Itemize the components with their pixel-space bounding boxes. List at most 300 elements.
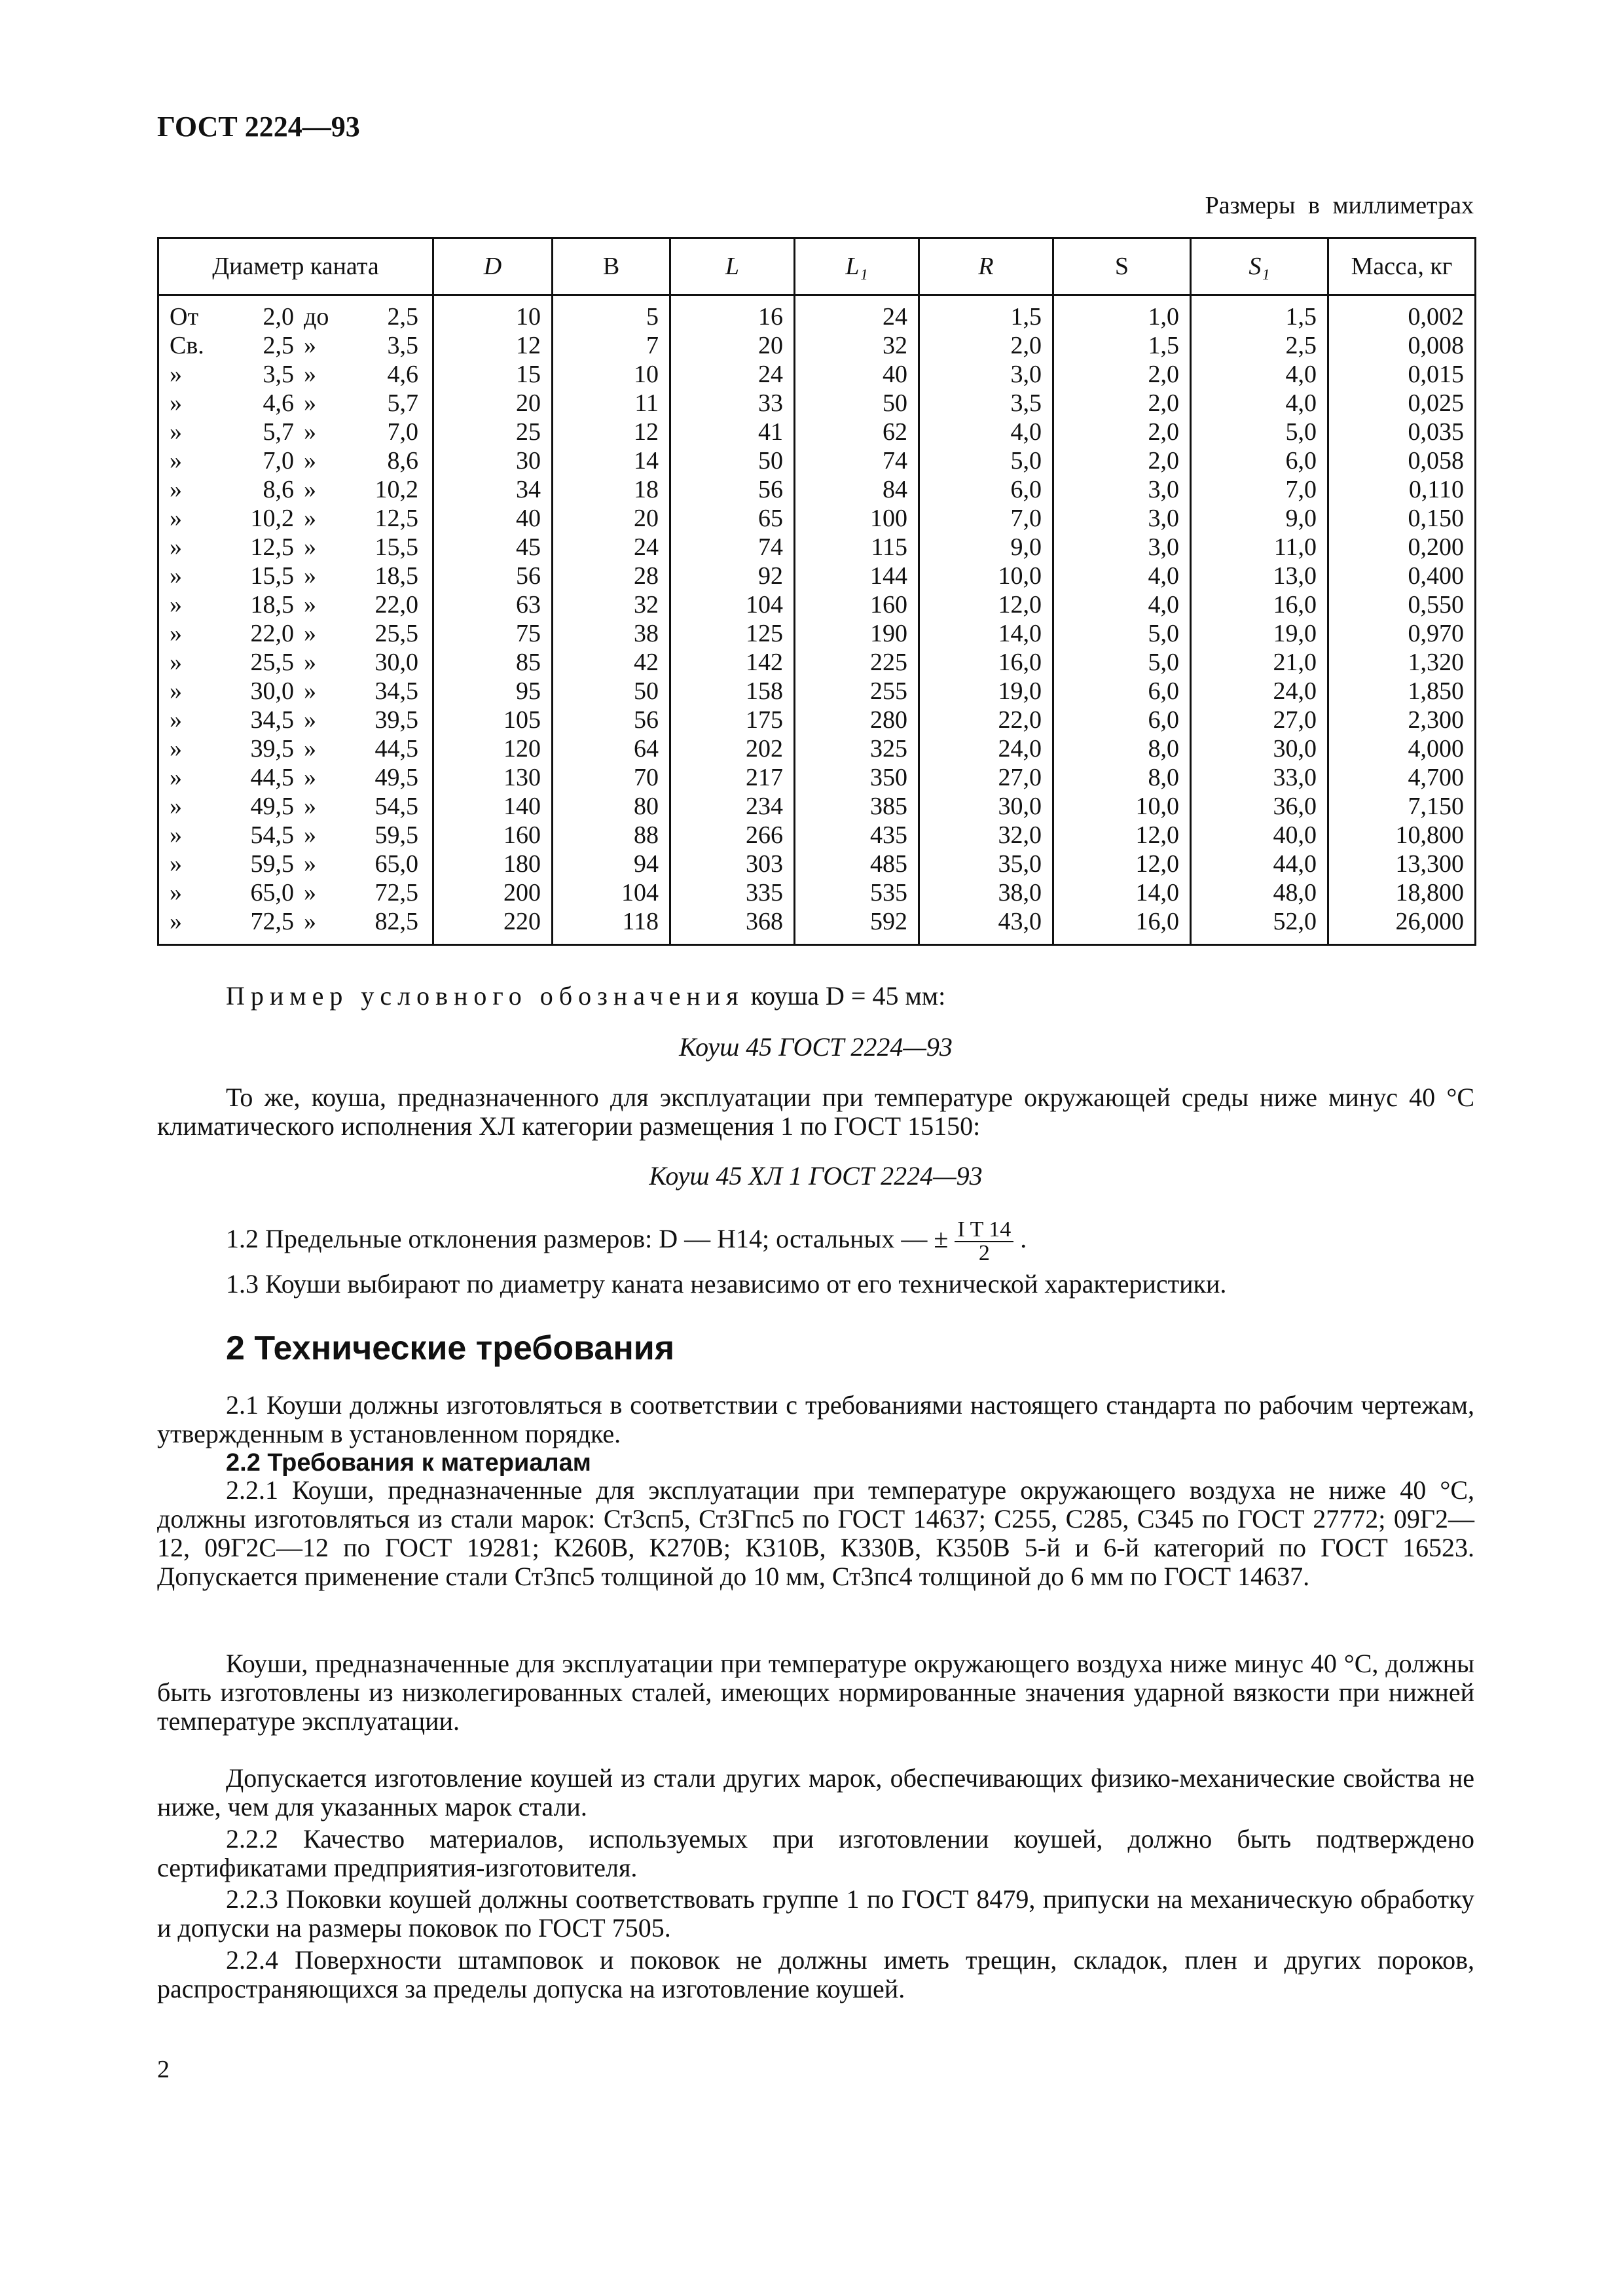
table-cell: 5,0 [1148, 620, 1179, 647]
table-cell: 6,0 [1010, 476, 1042, 503]
diameter-part: » [304, 591, 316, 619]
table-cell: 44,0 [1273, 850, 1317, 878]
example-intro [226, 982, 945, 1011]
table-cell: 4,0 [1285, 361, 1317, 388]
table-cell: 0,025 [1408, 389, 1464, 417]
diameter-range-cell [170, 562, 422, 590]
col-header-S1: S₁ [1191, 238, 1328, 295]
table-cell: 12 [516, 332, 541, 359]
diameter-part: » [304, 764, 316, 791]
diameter-part: 5,7 [387, 389, 418, 417]
table-cell: 24 [883, 303, 907, 331]
diameter-range-cell [170, 792, 422, 821]
table-cell: 266 [746, 821, 783, 849]
diameter-part: » [304, 533, 316, 561]
table-cell: 74 [883, 447, 907, 475]
table-cell: 24,0 [998, 735, 1042, 762]
diameter-part: 4,6 [263, 389, 294, 417]
col-header-L1: L₁ [795, 238, 919, 295]
table-cell: 12,0 [1135, 821, 1179, 849]
mass-column [1328, 295, 1476, 945]
table-cell: 1,5 [1010, 303, 1042, 331]
dimensions-table [157, 237, 1476, 946]
diameter-part: 72,5 [374, 879, 418, 906]
table-cell: 63 [516, 591, 541, 619]
diameter-range-cell [170, 821, 422, 850]
col-header-mass: Масса, кг [1328, 238, 1476, 295]
diameter-part: » [304, 476, 316, 503]
diameter-part: » [170, 735, 182, 762]
table-cell: 9,0 [1285, 505, 1317, 532]
table-cell: 0,110 [1408, 476, 1464, 503]
diameter-part: 72,5 [250, 908, 294, 935]
table-cell: 105 [503, 706, 541, 734]
table-cell: 1,850 [1408, 677, 1464, 705]
diameter-part: » [170, 879, 182, 906]
diameter-range-cell [170, 677, 422, 706]
diameter-range-cell [170, 734, 422, 763]
diameter-part: » [304, 389, 316, 417]
diameter-part: 12,5 [250, 533, 294, 561]
table-cell: 350 [870, 764, 907, 791]
diameter-part: 15,5 [250, 562, 294, 590]
diameter-column [158, 295, 433, 945]
diameter-part: » [304, 649, 316, 676]
diameter-part: 34,5 [250, 706, 294, 734]
diameter-part: » [170, 591, 182, 619]
table-cell: 2,0 [1148, 418, 1179, 446]
table-cell: 120 [503, 735, 541, 762]
diameter-part: 2,5 [263, 332, 294, 359]
table-cell: 24 [758, 361, 783, 388]
table-cell: 13,0 [1273, 562, 1317, 590]
table-cell: 5,0 [1285, 418, 1317, 446]
diameter-part: 49,5 [374, 764, 418, 791]
table-cell: 10 [634, 361, 659, 388]
table-cell: 42 [634, 649, 659, 676]
table-cell: 325 [870, 735, 907, 762]
example-intro-rest: коуша D = 45 мм: [750, 981, 946, 1011]
table-cell: 74 [758, 533, 783, 561]
table-cell: 10 [516, 303, 541, 331]
table-cell: 14,0 [1135, 879, 1179, 906]
table-cell: 335 [746, 879, 783, 906]
diameter-part: 39,5 [374, 706, 418, 734]
other-steel-paragraph: Допускается изготовление коушей из стали других марок, обеспечивающих физико-механические свойства не ниже, чем для указанных марок стали. [157, 1763, 1474, 1821]
table-cell: 2,0 [1010, 332, 1042, 359]
diameter-part: » [170, 361, 182, 388]
diameter-range-cell [170, 331, 422, 360]
table-cell: 16,0 [1273, 591, 1317, 619]
diameter-range-cell [170, 850, 422, 878]
table-cell: 43,0 [998, 908, 1042, 935]
table-cell: 13,300 [1395, 850, 1464, 878]
table-cell: 45 [516, 533, 541, 561]
table-cell: 0,015 [1408, 361, 1464, 388]
col-header-R: R [919, 238, 1053, 295]
table-cell: 27,0 [998, 764, 1042, 791]
diameter-part: 2,5 [387, 303, 418, 331]
table-cell: 30,0 [998, 793, 1042, 820]
table-cell: 140 [503, 793, 541, 820]
diameter-part: Св. [170, 332, 204, 359]
diameter-part: 18,5 [250, 591, 294, 619]
diameter-part: 30,0 [250, 677, 294, 705]
document-header: ГОСТ 2224—93 [157, 111, 360, 143]
table-cell: 50 [634, 677, 659, 705]
table-cell: 62 [883, 418, 907, 446]
table-cell: 303 [746, 850, 783, 878]
table-cell: 56 [516, 562, 541, 590]
L-column [670, 295, 795, 945]
table-cell: 70 [634, 764, 659, 791]
diameter-part: 65,0 [250, 879, 294, 906]
table-cell: 10,0 [1135, 793, 1179, 820]
diameter-range-cell [170, 907, 422, 936]
table-cell: 50 [883, 389, 907, 417]
diameter-part: » [170, 562, 182, 590]
table-cell: 20 [758, 332, 783, 359]
designation-example-2: Коуш 45 ХЛ 1 ГОСТ 2224—93 [649, 1161, 983, 1191]
table-cell: 12,0 [1135, 850, 1179, 878]
diameter-part: » [304, 821, 316, 849]
table-cell: 33,0 [1273, 764, 1317, 791]
B-column [553, 295, 670, 945]
diameter-part: » [170, 821, 182, 849]
table-body-row [158, 295, 1476, 945]
table-cell: 2,5 [1285, 332, 1317, 359]
table-cell: 34 [516, 476, 541, 503]
clause-2-1: 2.1 Коуши должны изготовляться в соответствии с требованиями настоящего стандарта по рабочим чертежам, утвержденным в установленном порядке. [157, 1390, 1474, 1448]
col-header-B: B [553, 238, 670, 295]
fraction-denominator: 2 [978, 1241, 990, 1265]
table-cell: 4,0 [1285, 389, 1317, 417]
table-cell: 190 [870, 620, 907, 647]
diameter-part: 3,5 [387, 332, 418, 359]
col-header-L: L [670, 238, 795, 295]
table-cell: 115 [871, 533, 907, 561]
table-cell: 1,5 [1148, 332, 1179, 359]
table-cell: 118 [622, 908, 659, 935]
diameter-part: 30,0 [374, 649, 418, 676]
table-cell: 125 [746, 620, 783, 647]
diameter-part: » [170, 706, 182, 734]
table-cell: 30,0 [1273, 735, 1317, 762]
table-cell: 80 [634, 793, 659, 820]
table-cell: 48,0 [1273, 879, 1317, 906]
diameter-part: 25,5 [250, 649, 294, 676]
table-cell: 41 [758, 418, 783, 446]
diameter-range-cell [170, 763, 422, 792]
units-note: Размеры в миллиметрах [1205, 192, 1474, 219]
table-cell: 160 [503, 821, 541, 849]
diameter-part: » [170, 908, 182, 935]
table-cell: 144 [870, 562, 907, 590]
diameter-part: 34,5 [374, 677, 418, 705]
diameter-part: 59,5 [250, 850, 294, 878]
diameter-range-cell [170, 302, 422, 331]
table-cell: 6,0 [1148, 706, 1179, 734]
table-cell: 7,150 [1408, 793, 1464, 820]
table-cell: 0,550 [1408, 591, 1464, 619]
table-cell: 6,0 [1285, 447, 1317, 475]
page-number: 2 [157, 2056, 170, 2083]
clause-2-2-heading: 2.2 Требования к материалам [226, 1449, 591, 1477]
table-cell: 20 [516, 389, 541, 417]
table-cell: 535 [870, 879, 907, 906]
S1-column [1191, 295, 1328, 945]
table-cell: 2,0 [1148, 361, 1179, 388]
table-cell: 50 [758, 447, 783, 475]
table-cell: 5 [646, 303, 659, 331]
table-cell: 5,0 [1148, 649, 1179, 676]
diameter-part: 4,6 [387, 361, 418, 388]
low-temp-paragraph: Коуши, предназначенные для эксплуатации при температуре окружающего воздуха ниже минус 40 °С, должны быть изготовлены из низколегированных сталей, имеющих нормированные значения ударной вязкости при нижней температуре эксплуатации. [157, 1649, 1474, 1736]
clause-1-2 [226, 1219, 1027, 1265]
clause-1-2-end: . [1020, 1224, 1027, 1254]
diameter-part: » [304, 908, 316, 935]
diameter-range-cell [170, 418, 422, 446]
table-cell: 65 [758, 505, 783, 532]
diameter-part: » [304, 850, 316, 878]
diameter-part: 39,5 [250, 735, 294, 762]
table-cell: 104 [746, 591, 783, 619]
table-cell: 160 [870, 591, 907, 619]
table-cell: 38,0 [998, 879, 1042, 906]
diameter-part: 8,6 [263, 476, 294, 503]
diameter-range-cell [170, 648, 422, 677]
diameter-range-cell [170, 706, 422, 734]
diameter-part: 59,5 [374, 821, 418, 849]
diameter-part: 49,5 [250, 793, 294, 820]
table-cell: 0,035 [1408, 418, 1464, 446]
table-cell: 3,0 [1148, 505, 1179, 532]
diameter-range-cell [170, 504, 422, 533]
table-cell: 52,0 [1273, 908, 1317, 935]
table-cell: 33 [758, 389, 783, 417]
diameter-part: » [170, 418, 182, 446]
diameter-part: 8,6 [387, 447, 418, 475]
table-cell: 95 [516, 677, 541, 705]
clause-2-2-2: 2.2.2 Качество материалов, используемых при изготовлении коушей, должно быть подтверждено сертификатами предприятия-изготовителя. [157, 1824, 1474, 1882]
table-cell: 2,300 [1408, 706, 1464, 734]
diameter-range-cell [170, 389, 422, 418]
table-cell: 7,0 [1285, 476, 1317, 503]
diameter-part: 10,2 [250, 505, 294, 532]
table-cell: 18,800 [1395, 879, 1464, 906]
table-cell: 40,0 [1273, 821, 1317, 849]
clause-1-2-text: 1.2 Предельные отклонения размеров: D — H14; остальных — ± [226, 1224, 949, 1254]
table-cell: 3,0 [1148, 533, 1179, 561]
table-cell: 14,0 [998, 620, 1042, 647]
diameter-part: 22,0 [374, 591, 418, 619]
D-column [433, 295, 553, 945]
table-cell: 217 [746, 764, 783, 791]
section-2-title: 2 Технические требования [226, 1329, 675, 1367]
table-cell: 56 [758, 476, 783, 503]
diameter-part: » [304, 562, 316, 590]
diameter-part: » [170, 620, 182, 647]
diameter-part: » [304, 793, 316, 820]
table-cell: 3,0 [1148, 476, 1179, 503]
table-cell: 88 [634, 821, 659, 849]
table-cell: 0,058 [1408, 447, 1464, 475]
table-cell: 100 [870, 505, 907, 532]
table-cell: 38 [634, 620, 659, 647]
table-cell: 32 [883, 332, 907, 359]
table-cell: 202 [746, 735, 783, 762]
diameter-part: 65,0 [374, 850, 418, 878]
diameter-part: 7,0 [387, 418, 418, 446]
table-cell: 8,0 [1148, 735, 1179, 762]
table-cell: 0,002 [1408, 303, 1464, 331]
tolerance-fraction [955, 1219, 1013, 1265]
diameter-part: » [304, 418, 316, 446]
table-cell: 9,0 [1010, 533, 1042, 561]
table-cell: 40 [883, 361, 907, 388]
diameter-part: » [304, 447, 316, 475]
table-cell: 21,0 [1273, 649, 1317, 676]
fraction-numerator: I T 14 [955, 1219, 1013, 1242]
table-cell: 24,0 [1273, 677, 1317, 705]
clause-2-2-4: 2.2.4 Поверхности штамповок и поковок не должны иметь трещин, складок, плен и других пороков, распространяющихся за пределы допуска на изготовление коушей. [157, 1945, 1474, 2003]
cold-climate-paragraph: То же, коуша, предназначенного для эксплуатации при температуре окружающей среды ниже минус 40 °С климатического исполнения ХЛ категории размещения 1 по ГОСТ 15150: [157, 1083, 1474, 1141]
diameter-part: » [170, 389, 182, 417]
table-cell: 435 [870, 821, 907, 849]
table-cell: 40 [516, 505, 541, 532]
diameter-part: 54,5 [250, 821, 294, 849]
table-cell: 8,0 [1148, 764, 1179, 791]
clause-2-2-3: 2.2.3 Поковки коушей должны соответствовать группе 1 по ГОСТ 8479, припуски на механическую обработку и допуски на размеры поковок по ГОСТ 7505. [157, 1884, 1474, 1943]
diameter-part: » [170, 649, 182, 676]
table-cell: 2,0 [1148, 389, 1179, 417]
table-cell: 1,0 [1148, 303, 1179, 331]
table-cell: 32,0 [998, 821, 1042, 849]
table-cell: 28 [634, 562, 659, 590]
table-cell: 16,0 [998, 649, 1042, 676]
clause-1-3: 1.3 Коуши выбирают по диаметру каната независимо от его технической характеристики. [226, 1269, 1227, 1299]
diameter-range-cell [170, 360, 422, 389]
diameter-part: 10,2 [374, 476, 418, 503]
table-cell: 26,000 [1395, 908, 1464, 935]
table-cell: 485 [870, 850, 907, 878]
table-cell: 0,200 [1408, 533, 1464, 561]
table-cell: 27,0 [1273, 706, 1317, 734]
table-cell: 22,0 [998, 706, 1042, 734]
diameter-part: » [304, 332, 316, 359]
diameter-range-cell [170, 590, 422, 619]
table-cell: 4,700 [1408, 764, 1464, 791]
table-cell: 7 [646, 332, 659, 359]
diameter-part: » [170, 793, 182, 820]
table-cell: 158 [746, 677, 783, 705]
table-cell: 24 [634, 533, 659, 561]
diameter-part: » [304, 706, 316, 734]
diameter-range-cell [170, 533, 422, 562]
table-cell: 30 [516, 447, 541, 475]
table-cell: 6,0 [1148, 677, 1179, 705]
table-cell: 25 [516, 418, 541, 446]
diameter-part: 44,5 [250, 764, 294, 791]
diameter-part: 12,5 [374, 505, 418, 532]
table-cell: 14 [634, 447, 659, 475]
table-cell: 1,320 [1408, 649, 1464, 676]
diameter-part: » [304, 735, 316, 762]
table-header-row [158, 238, 1476, 295]
table-cell: 36,0 [1273, 793, 1317, 820]
table-cell: 94 [634, 850, 659, 878]
diameter-part: 25,5 [374, 620, 418, 647]
table-cell: 234 [746, 793, 783, 820]
table-cell: 35,0 [998, 850, 1042, 878]
diameter-part: 44,5 [374, 735, 418, 762]
diameter-part: 15,5 [374, 533, 418, 561]
table-cell: 0,970 [1408, 620, 1464, 647]
table-cell: 592 [870, 908, 907, 935]
diameter-part: 3,5 [263, 361, 294, 388]
table-cell: 56 [634, 706, 659, 734]
col-header-diameter: Диаметр каната [158, 238, 433, 295]
diameter-part: 22,0 [250, 620, 294, 647]
diameter-part: » [170, 476, 182, 503]
table-cell: 130 [503, 764, 541, 791]
diameter-part: » [170, 533, 182, 561]
table-cell: 19,0 [998, 677, 1042, 705]
col-header-D: D [433, 238, 553, 295]
diameter-part: 7,0 [263, 447, 294, 475]
table-cell: 368 [746, 908, 783, 935]
diameter-part: 18,5 [374, 562, 418, 590]
diameter-range-cell [170, 619, 422, 648]
table-cell: 10,800 [1395, 821, 1464, 849]
table-cell: 4,0 [1148, 591, 1179, 619]
diameter-part: 82,5 [374, 908, 418, 935]
table-cell: 0,008 [1408, 332, 1464, 359]
table-cell: 175 [746, 706, 783, 734]
diameter-part: до [304, 303, 329, 331]
table-cell: 10,0 [998, 562, 1042, 590]
designation-example-1: Коуш 45 ГОСТ 2224—93 [679, 1032, 953, 1062]
table-cell: 85 [516, 649, 541, 676]
diameter-part: » [304, 879, 316, 906]
L1-column [795, 295, 919, 945]
table-cell: 280 [870, 706, 907, 734]
table-cell: 142 [746, 649, 783, 676]
diameter-part: От [170, 303, 199, 331]
table-cell: 104 [621, 879, 659, 906]
clause-2-2-1: 2.2.1 Коуши, предназначенные для эксплуатации при температуре окружающего воздуха не ниже 40 °С, должны изготовляться из стали марок: Ст3сп5, Ст3Гпс5 по ГОСТ 14637; С255, С285, С345 по ГОСТ 27772; 09Г2—12, 09Г2С—12 по ГОСТ 19281; К260В, К270В; К310В, К330В, К350В 5-й и 6-й категорий по ГОСТ 16523. Допускается применение стали Ст3пс5 толщиной до 10 мм, Ст3пс4 толщиной до 6 мм по ГОСТ 14637. [157, 1475, 1474, 1591]
table-cell: 0,150 [1408, 505, 1464, 532]
table-cell: 5,0 [1010, 447, 1042, 475]
table-cell: 7,0 [1010, 505, 1042, 532]
table-cell: 12,0 [998, 591, 1042, 619]
diameter-range-cell [170, 878, 422, 907]
diameter-part: » [304, 620, 316, 647]
table-cell: 75 [516, 620, 541, 647]
table-cell: 1,5 [1285, 303, 1317, 331]
table-cell: 2,0 [1148, 447, 1179, 475]
table-cell: 255 [870, 677, 907, 705]
diameter-part: 54,5 [374, 793, 418, 820]
table-cell: 225 [870, 649, 907, 676]
diameter-range-cell [170, 446, 422, 475]
diameter-part: 2,0 [263, 303, 294, 331]
table-cell: 12 [634, 418, 659, 446]
R-column [919, 295, 1053, 945]
table-cell: 84 [883, 476, 907, 503]
table-cell: 32 [634, 591, 659, 619]
table-cell: 3,5 [1010, 389, 1042, 417]
